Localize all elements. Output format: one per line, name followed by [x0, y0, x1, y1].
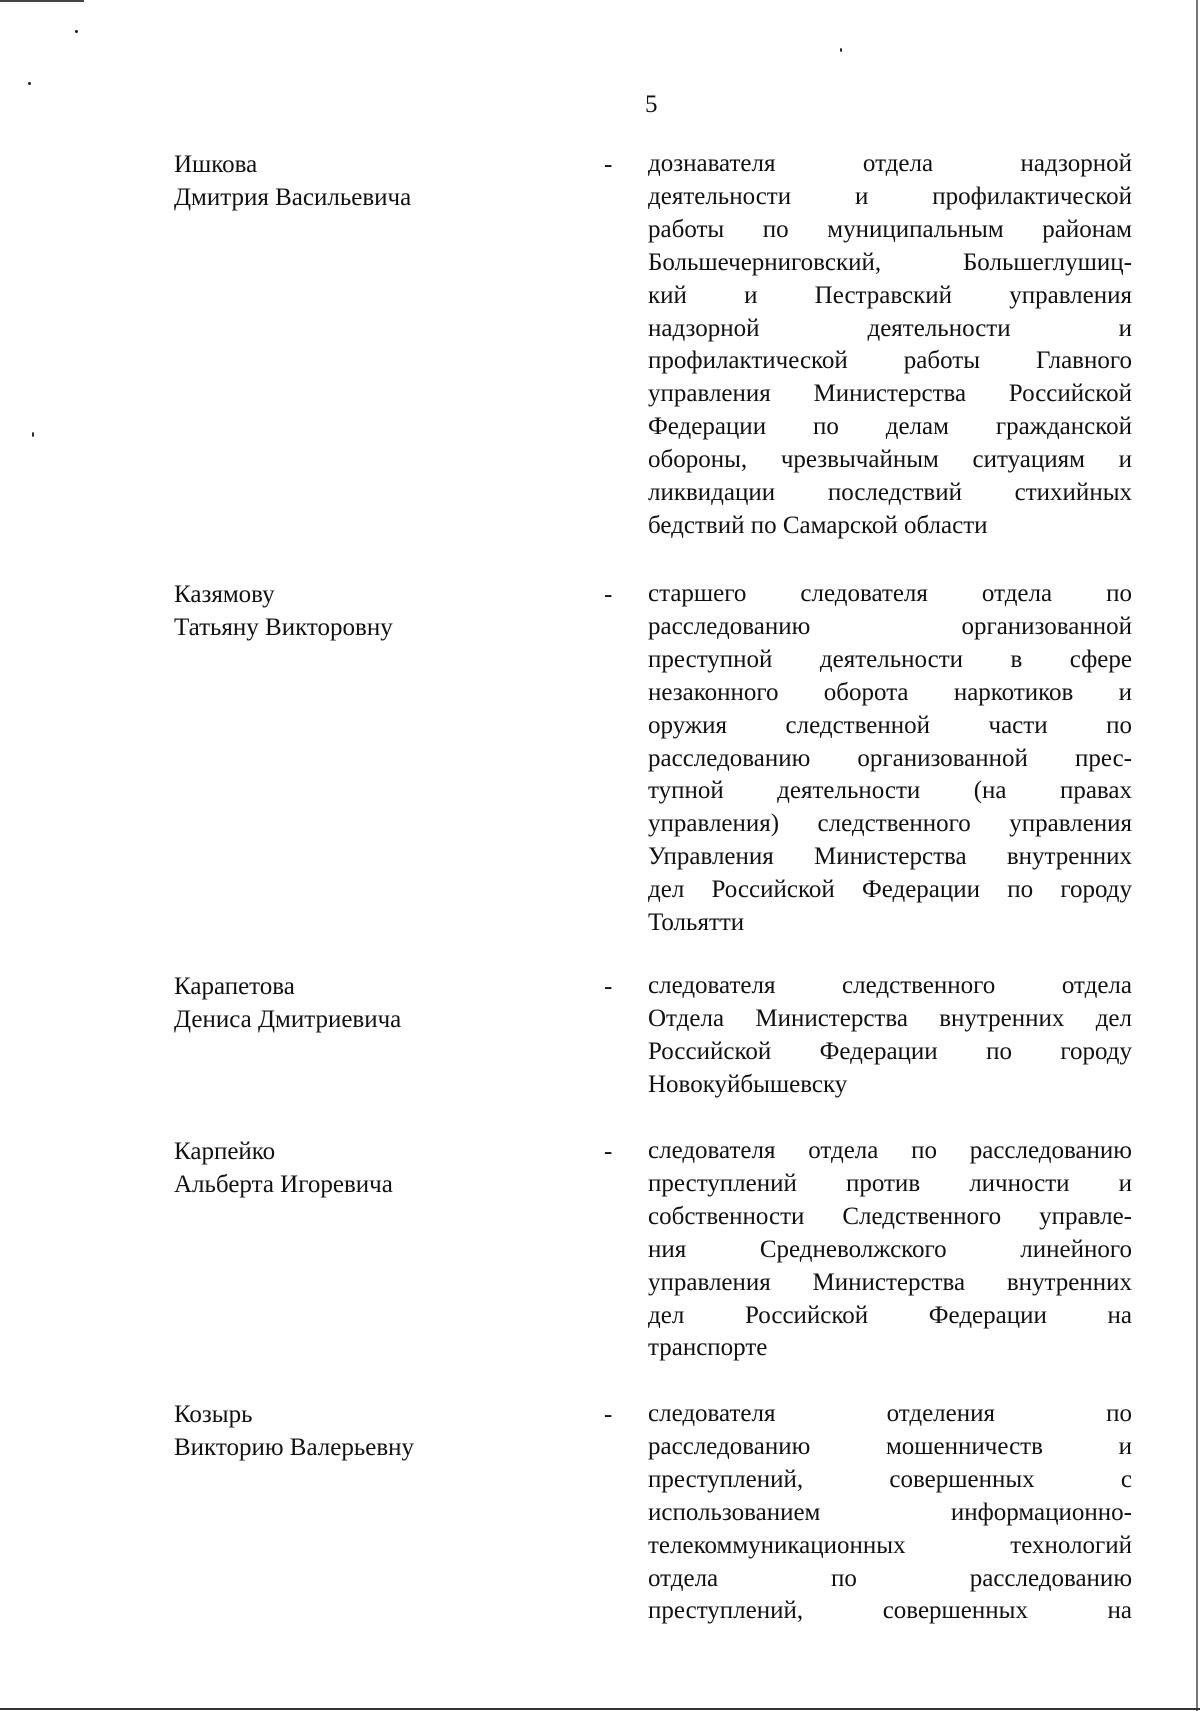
description-line: ликвидации последствий стихийных	[648, 479, 1132, 507]
description-line: незаконного оборота наркотиков и	[648, 678, 1132, 706]
position-description	[648, 970, 1132, 1102]
description-line: дознавателя отдела надзорной	[648, 150, 1132, 177]
description-line: оружия следственной части по	[648, 711, 1132, 739]
description-line: профилактической работы Главного	[648, 347, 1132, 375]
person-name	[174, 1135, 574, 1201]
separator-dash: -	[604, 151, 613, 178]
description-line: преступлений, совершенных на	[648, 1597, 1132, 1625]
person-name	[174, 1398, 574, 1464]
surname: Казямову	[174, 581, 275, 608]
description-line: Большечерниговский, Большеглушиц-	[648, 248, 1132, 276]
description-line: собственности Следственного управле-	[648, 1202, 1132, 1230]
given-names: Дмитрия Васильевича	[174, 184, 412, 211]
description-line: надзорной деятельности и	[648, 314, 1132, 342]
scan-speck	[840, 48, 842, 52]
given-names: Дениса Дмитриевича	[174, 1006, 402, 1033]
description-line: старшего следователя отдела по	[648, 580, 1132, 607]
description-line: тупной деятельности (на правах	[648, 777, 1132, 805]
position-description	[648, 1135, 1132, 1365]
description-line: управления Министерства внутренних	[648, 1268, 1132, 1296]
separator-dash: -	[604, 973, 613, 1000]
description-line: работы по муниципальным районам	[648, 215, 1132, 243]
person-name	[174, 970, 574, 1036]
description-line: Новокуйбышевску	[648, 1070, 848, 1098]
scan-edge-bottom	[0, 1708, 1200, 1710]
description-line: транспорте	[648, 1334, 768, 1362]
description-line: телекоммуникационных технологий	[648, 1531, 1132, 1559]
description-line: деятельности и профилактической	[648, 182, 1132, 210]
scan-speck	[75, 30, 78, 33]
separator-dash: -	[604, 1401, 613, 1428]
given-names: Викторию Валерьевну	[174, 1434, 415, 1461]
description-line: преступлений, совершенных с	[648, 1465, 1132, 1493]
description-line: следователя отделения по	[648, 1400, 1132, 1427]
separator-dash: -	[604, 581, 613, 608]
given-names: Альберта Игоревича	[174, 1171, 393, 1198]
scan-speck	[32, 432, 34, 437]
description-line: управления Министерства Российской	[648, 380, 1132, 408]
description-line: дел Российской Федерации на	[648, 1301, 1132, 1329]
position-description	[648, 148, 1132, 543]
description-line: преступной деятельности в сфере	[648, 645, 1132, 673]
description-line: бедствий по Самарской области	[648, 511, 988, 539]
separator-dash: -	[604, 1138, 613, 1165]
description-line: Отдела Министерства внутренних дел	[648, 1004, 1132, 1032]
description-line: Тольятти	[648, 909, 745, 937]
position-description	[648, 1398, 1132, 1628]
description-line: отдела по расследованию	[648, 1564, 1132, 1592]
description-line: управления) следственного управления	[648, 810, 1132, 838]
position-description	[648, 578, 1132, 940]
description-line: расследованию мошенничеств и	[648, 1432, 1132, 1460]
description-line: дел Российской Федерации по городу	[648, 876, 1132, 904]
person-name	[174, 578, 574, 644]
description-line: Российской Федерации по городу	[648, 1037, 1132, 1065]
surname: Карпейко	[174, 1138, 276, 1165]
description-line: ния Средневолжского линейного	[648, 1235, 1132, 1263]
description-line: следователя следственного отдела	[648, 972, 1132, 999]
given-names: Татьяну Викторовну	[174, 614, 393, 641]
description-line: обороны, чрезвычайным ситуациям и	[648, 446, 1132, 474]
description-line: Федерации по делам гражданской	[648, 413, 1132, 441]
scan-edge-top	[0, 0, 84, 2]
description-line: Управления Министерства внутренних	[648, 843, 1132, 871]
description-line: преступлений против личности и	[648, 1169, 1132, 1197]
scan-edge-right	[1196, 0, 1198, 1711]
description-line: использованием информационно-	[648, 1498, 1132, 1526]
surname: Карапетова	[174, 973, 295, 1000]
surname: Ишкова	[174, 151, 258, 178]
description-line: кий и Пестравский управления	[648, 281, 1132, 309]
description-line: следователя отдела по расследованию	[648, 1137, 1132, 1164]
person-name	[174, 148, 574, 214]
description-line: расследованию организованной	[648, 612, 1132, 640]
description-line: расследованию организованной прес-	[648, 744, 1132, 772]
surname: Козырь	[174, 1401, 253, 1428]
scan-speck	[28, 82, 31, 85]
page-number: 5	[645, 91, 658, 118]
